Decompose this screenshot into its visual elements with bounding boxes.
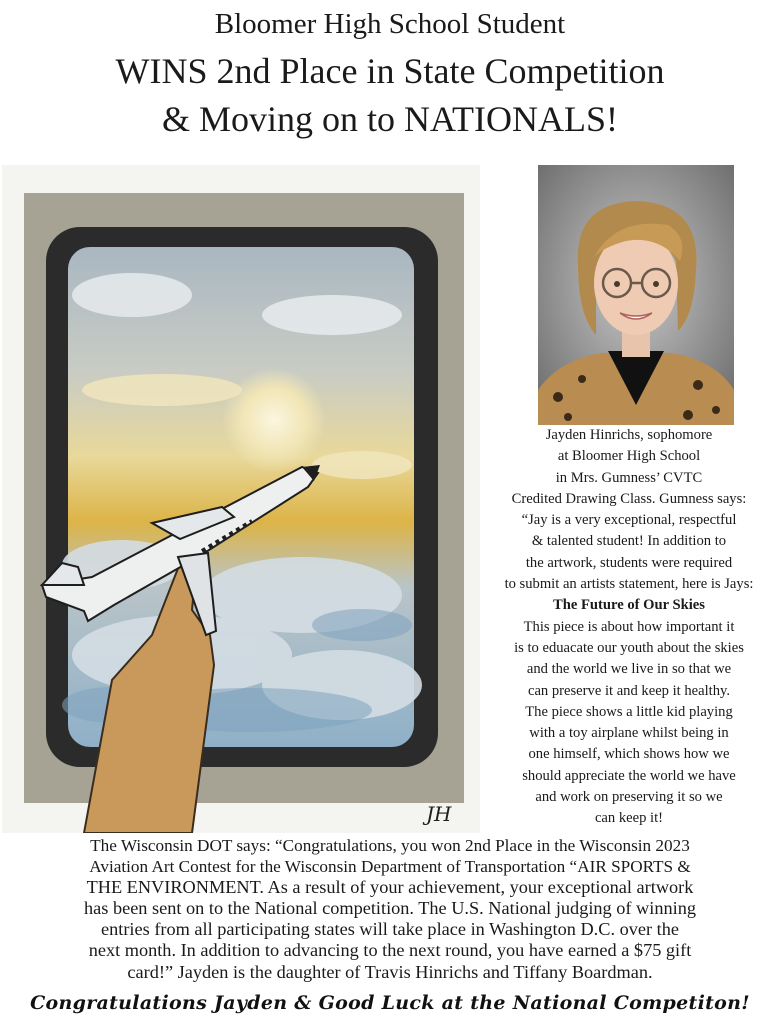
artist-signature: JH <box>426 802 452 826</box>
statement-line: and the world we live in so that we <box>526 661 732 678</box>
statement-line: can keep it! <box>594 810 664 827</box>
announcement-line: Aviation Art Contest for the Wisconsin Department of Transportation “AIR SPORTS & <box>89 857 691 877</box>
caption-line: to submit an artists statement, here is Jays: <box>504 576 754 593</box>
announcement-line: entries from all participating states will take place in Washington D.C. over the <box>101 919 679 940</box>
statement-line: and work on preserving it so we <box>535 789 723 806</box>
announcement-line: The Wisconsin DOT says: “Congratulations, you won 2nd Place in the Wisconsin 2023 <box>90 836 690 855</box>
statement-line: with a toy airplane whilst being in <box>529 725 729 742</box>
caption-line: “Jay is a very exceptional, respectful <box>521 512 737 529</box>
dot-announcement <box>0 835 780 983</box>
student-portrait-photo <box>538 165 734 425</box>
student-caption <box>478 425 780 830</box>
caption-line: Credited Drawing Class. Gumness says: <box>511 490 747 507</box>
announcement-line: next month. In addition to advancing to the next round, you have earned a $75 gift <box>88 940 692 961</box>
caption-line: in Mrs. Gumness’ CVTC <box>555 469 703 486</box>
headline-line-1: Bloomer High School Student <box>214 8 566 40</box>
statement-title: The Future of Our Skies <box>553 597 705 614</box>
announcement-line: THE ENVIRONMENT. As a result of your achievement, your exceptional artwork <box>86 877 694 898</box>
headline-line-2: WINS 2nd Place in State Competition <box>115 51 665 91</box>
headline-line-3: & Moving on to NATIONALS! <box>162 99 618 139</box>
announcement-line: card!” Jayden is the daughter of Travis Hinrichs and Tiffany Boardman. <box>127 961 653 982</box>
caption-line: at Bloomer High School <box>557 448 701 465</box>
sun <box>222 368 326 472</box>
statement-line: is to eduacate our youth about the skies <box>514 639 744 656</box>
caption-line: & talented student! In addition to <box>531 533 727 550</box>
statement-line: one himself, which shows how we <box>528 746 730 763</box>
caption-line: the artwork, students were required <box>525 554 733 571</box>
statement-line: The piece shows a little kid playing <box>525 703 733 720</box>
artwork-painting <box>2 165 480 833</box>
statement-line: This piece is about how important it <box>523 618 735 635</box>
caption-line: Jayden Hinrichs, sophomore <box>545 427 713 443</box>
statement-line: can preserve it and keep it healthy. <box>527 682 731 699</box>
congratulations-banner: Congratulations Jayden & Good Luck at the National Competiton! <box>30 992 750 1014</box>
statement-line: should appreciate the world we have <box>522 767 736 784</box>
announcement-line: has been sent on to the National competition. The U.S. National judging of winning <box>84 898 696 919</box>
